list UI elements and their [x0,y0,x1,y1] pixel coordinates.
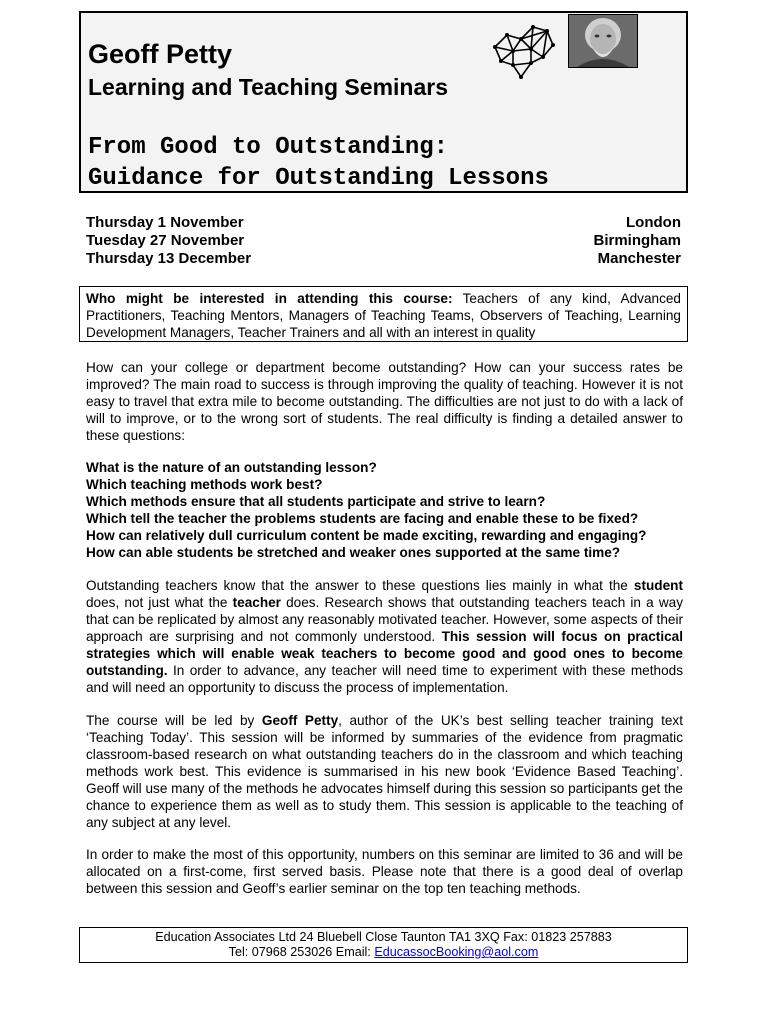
booking-text: In order to make the most of this opportunity, numbers on this seminar are limited to 36 and will be allocated on a first-come, first served basis. Please note that there is a good deal of overlap between this session and Geoff’s earlier seminar on the top ten teaching methods. [86,847,683,896]
text-run: does. Research shows that outstanding teachers teach in a way that can be replicated by almost any reasonably motivated teacher. However, some aspects of their approach are surprising and not commonly understood. [86,595,683,644]
approach-paragraph [86,577,683,696]
contact-line [80,945,687,960]
text-run: , author of the UK’s best selling teacher training text ‘Teaching Today’. This session will be informed by summaries of the evidence from pragmatic classroom-based research on what outstanding teachers do in the classroom and which teaching methods work best. This evidence is summarised in his new book ‘Evidence Based Teaching’. Geoff will use many of the methods he advocates himself during this session so participants get the chance to experience them as well as to study them. This session is applicable to the teaching of any subject at any level. [86,713,683,830]
intro-paragraph [86,359,683,444]
series-title: Learning and Teaching Seminars [88,74,448,100]
question-item: Which teaching methods work best? [86,477,323,492]
address-line: Education Associates Ltd 24 Bluebell Close Taunton TA1 3XQ Fax: 01823 257883 [155,930,612,944]
date-item: Thursday 13 December [86,250,252,267]
question-item: How can relatively dull curriculum content be made exciting, rewarding and engaging? [86,528,647,543]
audience-heading: Who might be interested in attending this course: [86,291,453,306]
text-run: The course will be led by [86,713,262,728]
question-list [86,459,683,561]
seminar-locations [593,214,681,268]
presenter-name: Geoff Petty [88,39,233,69]
text-run: does, not just what the [86,595,233,610]
phone-text: Tel: 07968 253026 Email: [228,945,375,959]
course-title-line1: From Good to Outstanding: [88,134,449,161]
audience-box [79,286,688,342]
email-link[interactable]: EducassocBooking@aol.com [374,945,539,959]
course-title-line2: Guidance for Outstanding Lessons [88,165,549,192]
presenter-portrait-icon [569,15,637,67]
location-item: Manchester [597,250,681,267]
question-item: What is the nature of an outstanding lesson? [86,460,377,475]
question-item: Which methods ensure that all students participate and strive to learn? [86,494,546,509]
audience-text: Teachers of any kind, Advanced Practitioners, Teaching Mentors, Managers of Teaching Teams, Observers of Teaching, Learning Development Managers, Teacher Trainers and all with an interest in quality [86,291,681,340]
booking-paragraph [86,846,683,897]
network-logo-icon [491,21,557,81]
contact-footer [79,927,688,963]
text-run: Outstanding teachers know that the answer to these questions lies mainly in what the [86,578,634,593]
presenter-paragraph [86,712,683,831]
header-box [79,11,688,193]
text-run: In order to advance, any teacher will need time to experiment with these methods and will need an opportunity to discuss the process of implementation. [86,663,683,695]
intro-text: How can your college or department become outstanding? How can your success rates be improved? The main road to success is through improving the quality of teaching. However it is not easy to travel that extra mile to become outstanding. The difficulties are not just to do with a lack of will to improve, or to the wrong sort of students. The real difficulty is finding a detailed answer to these questions: [86,360,683,443]
presenter-name-inline: Geoff Petty [261,713,339,728]
date-item: Tuesday 27 November [86,232,245,249]
location-item: London [626,214,681,231]
seminar-dates [86,214,251,268]
location-item: Birmingham [593,232,681,249]
emphasis-teacher: teacher [232,595,281,610]
session-focus: This session will focus on practical strategies which will enable weak teachers to become good and good ones to become outstanding. [86,629,683,678]
question-item: Which tell the teacher the problems students are facing and enable these to be fixed? [86,511,639,526]
emphasis-student: student [633,578,683,593]
presenter-photo [568,14,638,68]
question-item: How can able students be stretched and weaker ones supported at the same time? [86,545,621,560]
date-item: Thursday 1 November [86,214,244,231]
